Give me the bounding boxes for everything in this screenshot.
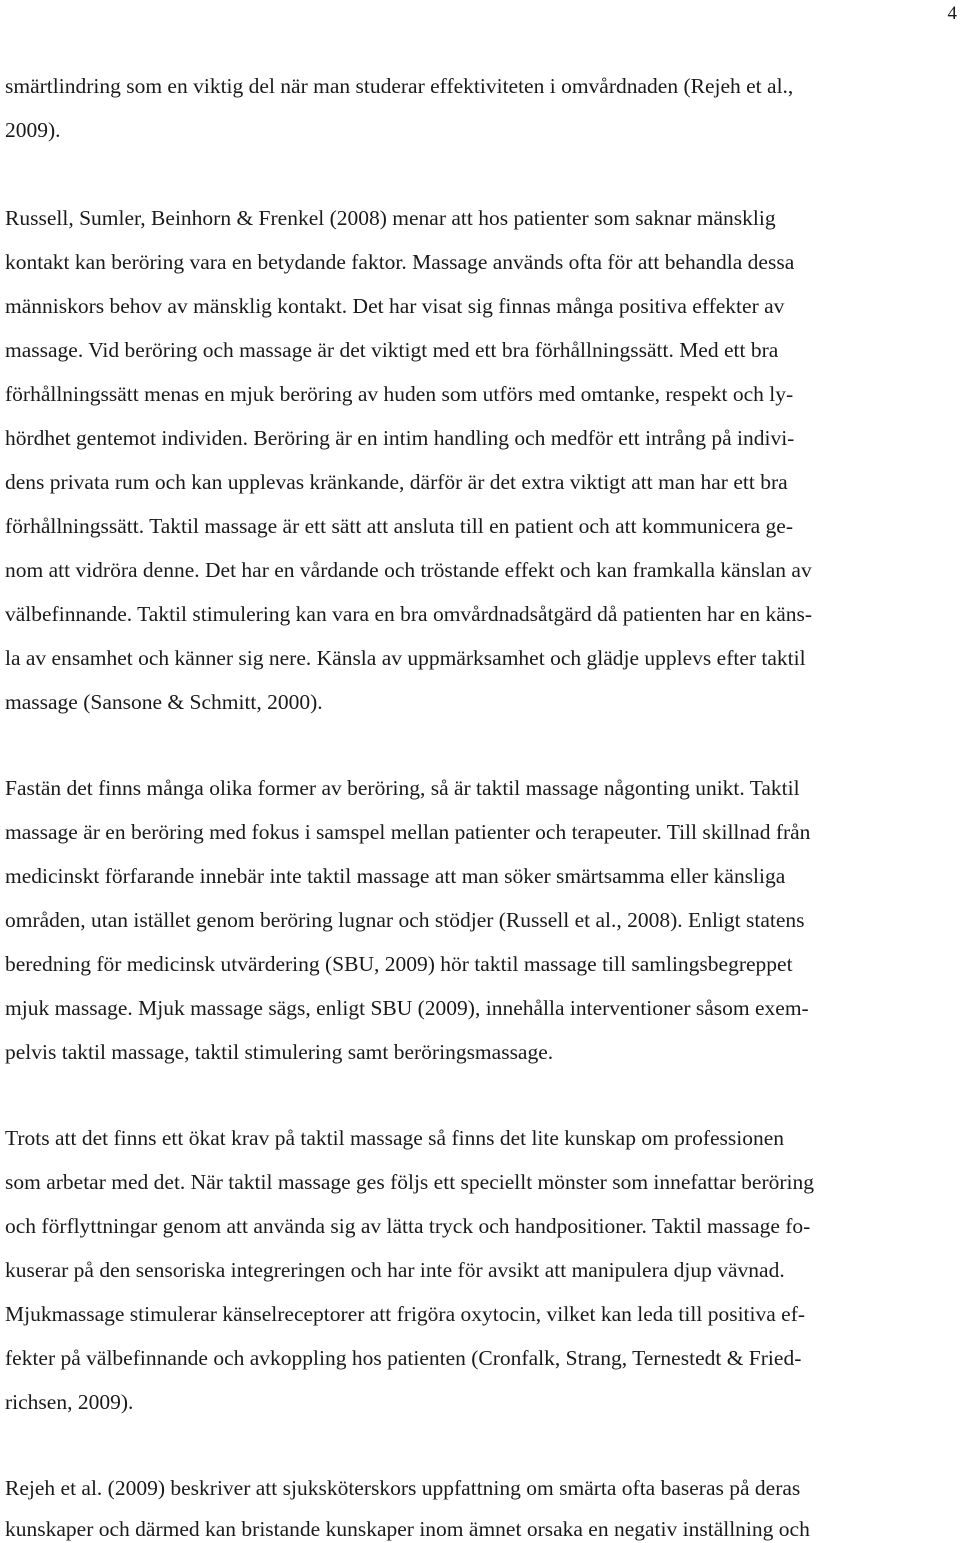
text-line: Mjukmassage stimulerar känselreceptorer att frigöra oxytocin, vilket kan leda till positiva ef- <box>5 1302 806 1326</box>
text-line: som arbetar med det. När taktil massage ges följs ett speciellt mönster som innefattar beröring <box>5 1170 814 1194</box>
text-line: richsen, 2009). <box>5 1390 134 1414</box>
text-line: la av ensamhet och känner sig nere. Känsla av uppmärksamhet och glädje upplevs efter taktil <box>5 646 806 670</box>
text-line: kuserar på den sensoriska integreringen och har inte för avsikt att manipulera djup vävnad. <box>5 1258 785 1282</box>
text-line: fekter på välbefinnande och avkoppling hos patienten (Cronfalk, Strang, Ternestedt & Fried- <box>5 1346 802 1370</box>
text-line: 2009). <box>5 118 61 142</box>
text-line: kontakt kan beröring vara en betydande faktor. Massage används ofta för att behandla dessa <box>5 250 795 274</box>
text-line: områden, utan istället genom beröring lugnar och stödjer (Russell et al., 2008). Enligt statens <box>5 908 805 932</box>
text-line: människors behov av mänsklig kontakt. Det har visat sig finnas många positiva effekter av <box>5 294 785 318</box>
text-line: välbefinnande. Taktil stimulering kan vara en bra omvårdnadsåtgärd då patienten har en käns- <box>5 602 813 626</box>
text-line: massage. Vid beröring och massage är det viktigt med ett bra förhållningssätt. Med ett bra <box>5 338 779 362</box>
text-line: Trots att det finns ett ökat krav på taktil massage så finns det lite kunskap om professionen <box>5 1126 785 1150</box>
page-number: 4 <box>947 3 957 24</box>
text-line: beredning för medicinsk utvärdering (SBU, 2009) hör taktil massage till samlingsbegreppet <box>5 952 793 976</box>
text-line: smärtlindring som en viktig del när man studerar effektiviteten i omvårdnaden (Rejeh et al., <box>5 74 794 98</box>
text-line: Rejeh et al. (2009) beskriver att sjuksköterskors uppfattning om smärta ofta baseras på deras <box>5 1476 801 1500</box>
text-line: kunskaper och därmed kan bristande kunskaper inom ämnet orsaka en negativ inställning och <box>5 1517 810 1541</box>
text-line: massage (Sansone & Schmitt, 2000). <box>5 690 323 714</box>
text-line: Russell, Sumler, Beinhorn & Frenkel (2008) menar att hos patienter som saknar mänsklig <box>5 206 776 230</box>
text-line: och förflyttningar genom att använda sig av lätta tryck och handpositioner. Taktil massage fo- <box>5 1214 811 1238</box>
text-line: medicinskt förfarande innebär inte taktil massage att man söker smärtsamma eller känsliga <box>5 864 786 888</box>
text-line: dens privata rum och kan upplevas kränkande, därför är det extra viktigt att man har ett bra <box>5 470 788 494</box>
text-line: nom att vidröra denne. Det har en vårdande och tröstande effekt och kan framkalla känslan av <box>5 558 812 582</box>
text-line: pelvis taktil massage, taktil stimulering samt beröringsmassage. <box>5 1040 554 1064</box>
text-line: mjuk massage. Mjuk massage sägs, enligt SBU (2009), innehålla interventioner såsom exem- <box>5 996 809 1020</box>
text-line: Fastän det finns många olika former av beröring, så är taktil massage någonting unikt. Taktil <box>5 776 800 800</box>
text-line: förhållningssätt menas en mjuk beröring av huden som utförs med omtanke, respekt och ly- <box>5 382 794 406</box>
text-line: massage är en beröring med fokus i samspel mellan patienter och terapeuter. Till skillnad från <box>5 820 811 844</box>
text-line: förhållningssätt. Taktil massage är ett sätt att ansluta till en patient och att kommunicera ge- <box>5 514 793 538</box>
text-line: hördhet gentemot individen. Beröring är en intim handling och medför ett intrång på indivi- <box>5 426 795 450</box>
